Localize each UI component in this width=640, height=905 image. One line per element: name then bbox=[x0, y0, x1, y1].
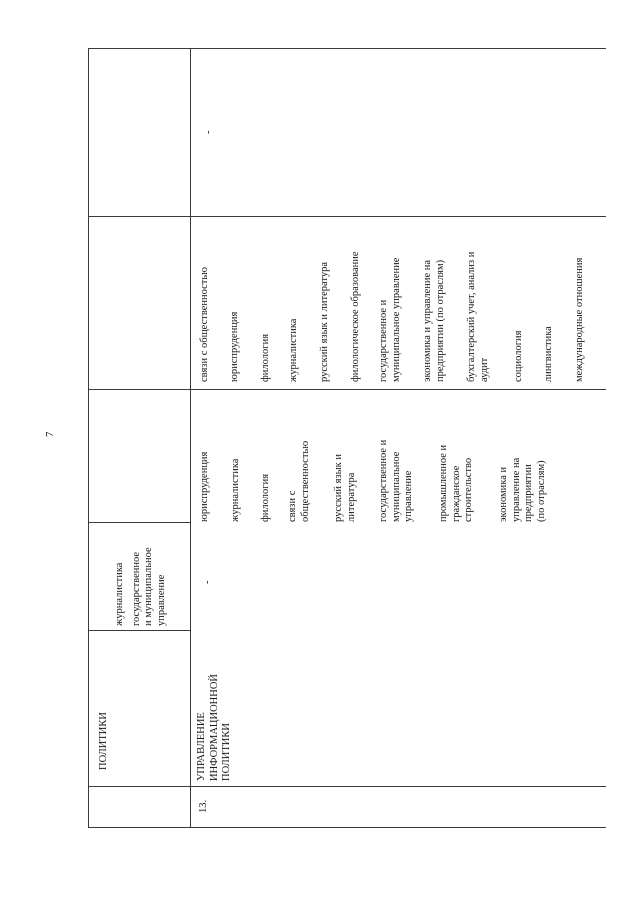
table-left-border bbox=[88, 48, 89, 828]
training-direction-7: государственное и муниципальное управление bbox=[378, 257, 402, 382]
education-specialty-3: филология bbox=[260, 473, 271, 522]
column-divider-line bbox=[88, 389, 606, 390]
row-number: 13. bbox=[198, 799, 209, 813]
training-direction-3: филология bbox=[260, 333, 271, 382]
row-divider-line bbox=[190, 48, 191, 828]
row-department-name: УПРАВЛЕНИЕ ИНФОРМАЦИОННОЙ ПОЛИТИКИ bbox=[196, 673, 232, 781]
training-direction-5: русский язык и литература bbox=[319, 261, 330, 382]
top-row-name: ПОЛИТИКИ bbox=[98, 712, 109, 770]
training-direction-8: экономика и управление на предприятии (по отраслям) bbox=[422, 259, 446, 382]
top-row-specialties: журналистика государственное и муниципальное управление bbox=[114, 547, 167, 626]
training-direction-9: бухгалтерский учет, анализ и аудит bbox=[466, 251, 490, 382]
training-direction-6: филологическое образование bbox=[350, 251, 361, 382]
column-divider-line bbox=[88, 522, 190, 523]
training-direction-10: социология bbox=[513, 330, 524, 382]
education-specialty-6: государственное и муниципальное управление bbox=[378, 439, 414, 522]
table-bottom-border bbox=[88, 827, 606, 828]
training-direction-11: лингвистика bbox=[543, 326, 554, 382]
table-top-border bbox=[88, 48, 606, 49]
education-specialty-7: промышленное и гражданское строительство bbox=[438, 444, 474, 522]
column-divider-line bbox=[88, 216, 606, 217]
row-dash-1: - bbox=[202, 580, 213, 584]
education-specialty-4: связи с общественностью bbox=[287, 440, 311, 522]
page-number: 7 bbox=[44, 431, 56, 437]
education-specialty-2: журналистика bbox=[230, 458, 241, 522]
education-specialty-1: юриспруденция bbox=[199, 451, 210, 522]
column-divider-line bbox=[88, 786, 606, 787]
training-direction-4: журналистика bbox=[288, 318, 299, 382]
education-specialty-8: экономика и управление на предприятии (по отраслям) bbox=[498, 457, 547, 522]
column-divider-line bbox=[88, 630, 190, 631]
qualification-table bbox=[88, 48, 606, 828]
training-direction-1: связи с общественностью bbox=[199, 266, 210, 382]
education-specialty-5: русский язык и литература bbox=[333, 453, 357, 522]
training-direction-12: международные отношения bbox=[574, 257, 585, 382]
training-direction-2: юриспруденция bbox=[229, 311, 240, 382]
row-dash-2: - bbox=[203, 130, 214, 134]
